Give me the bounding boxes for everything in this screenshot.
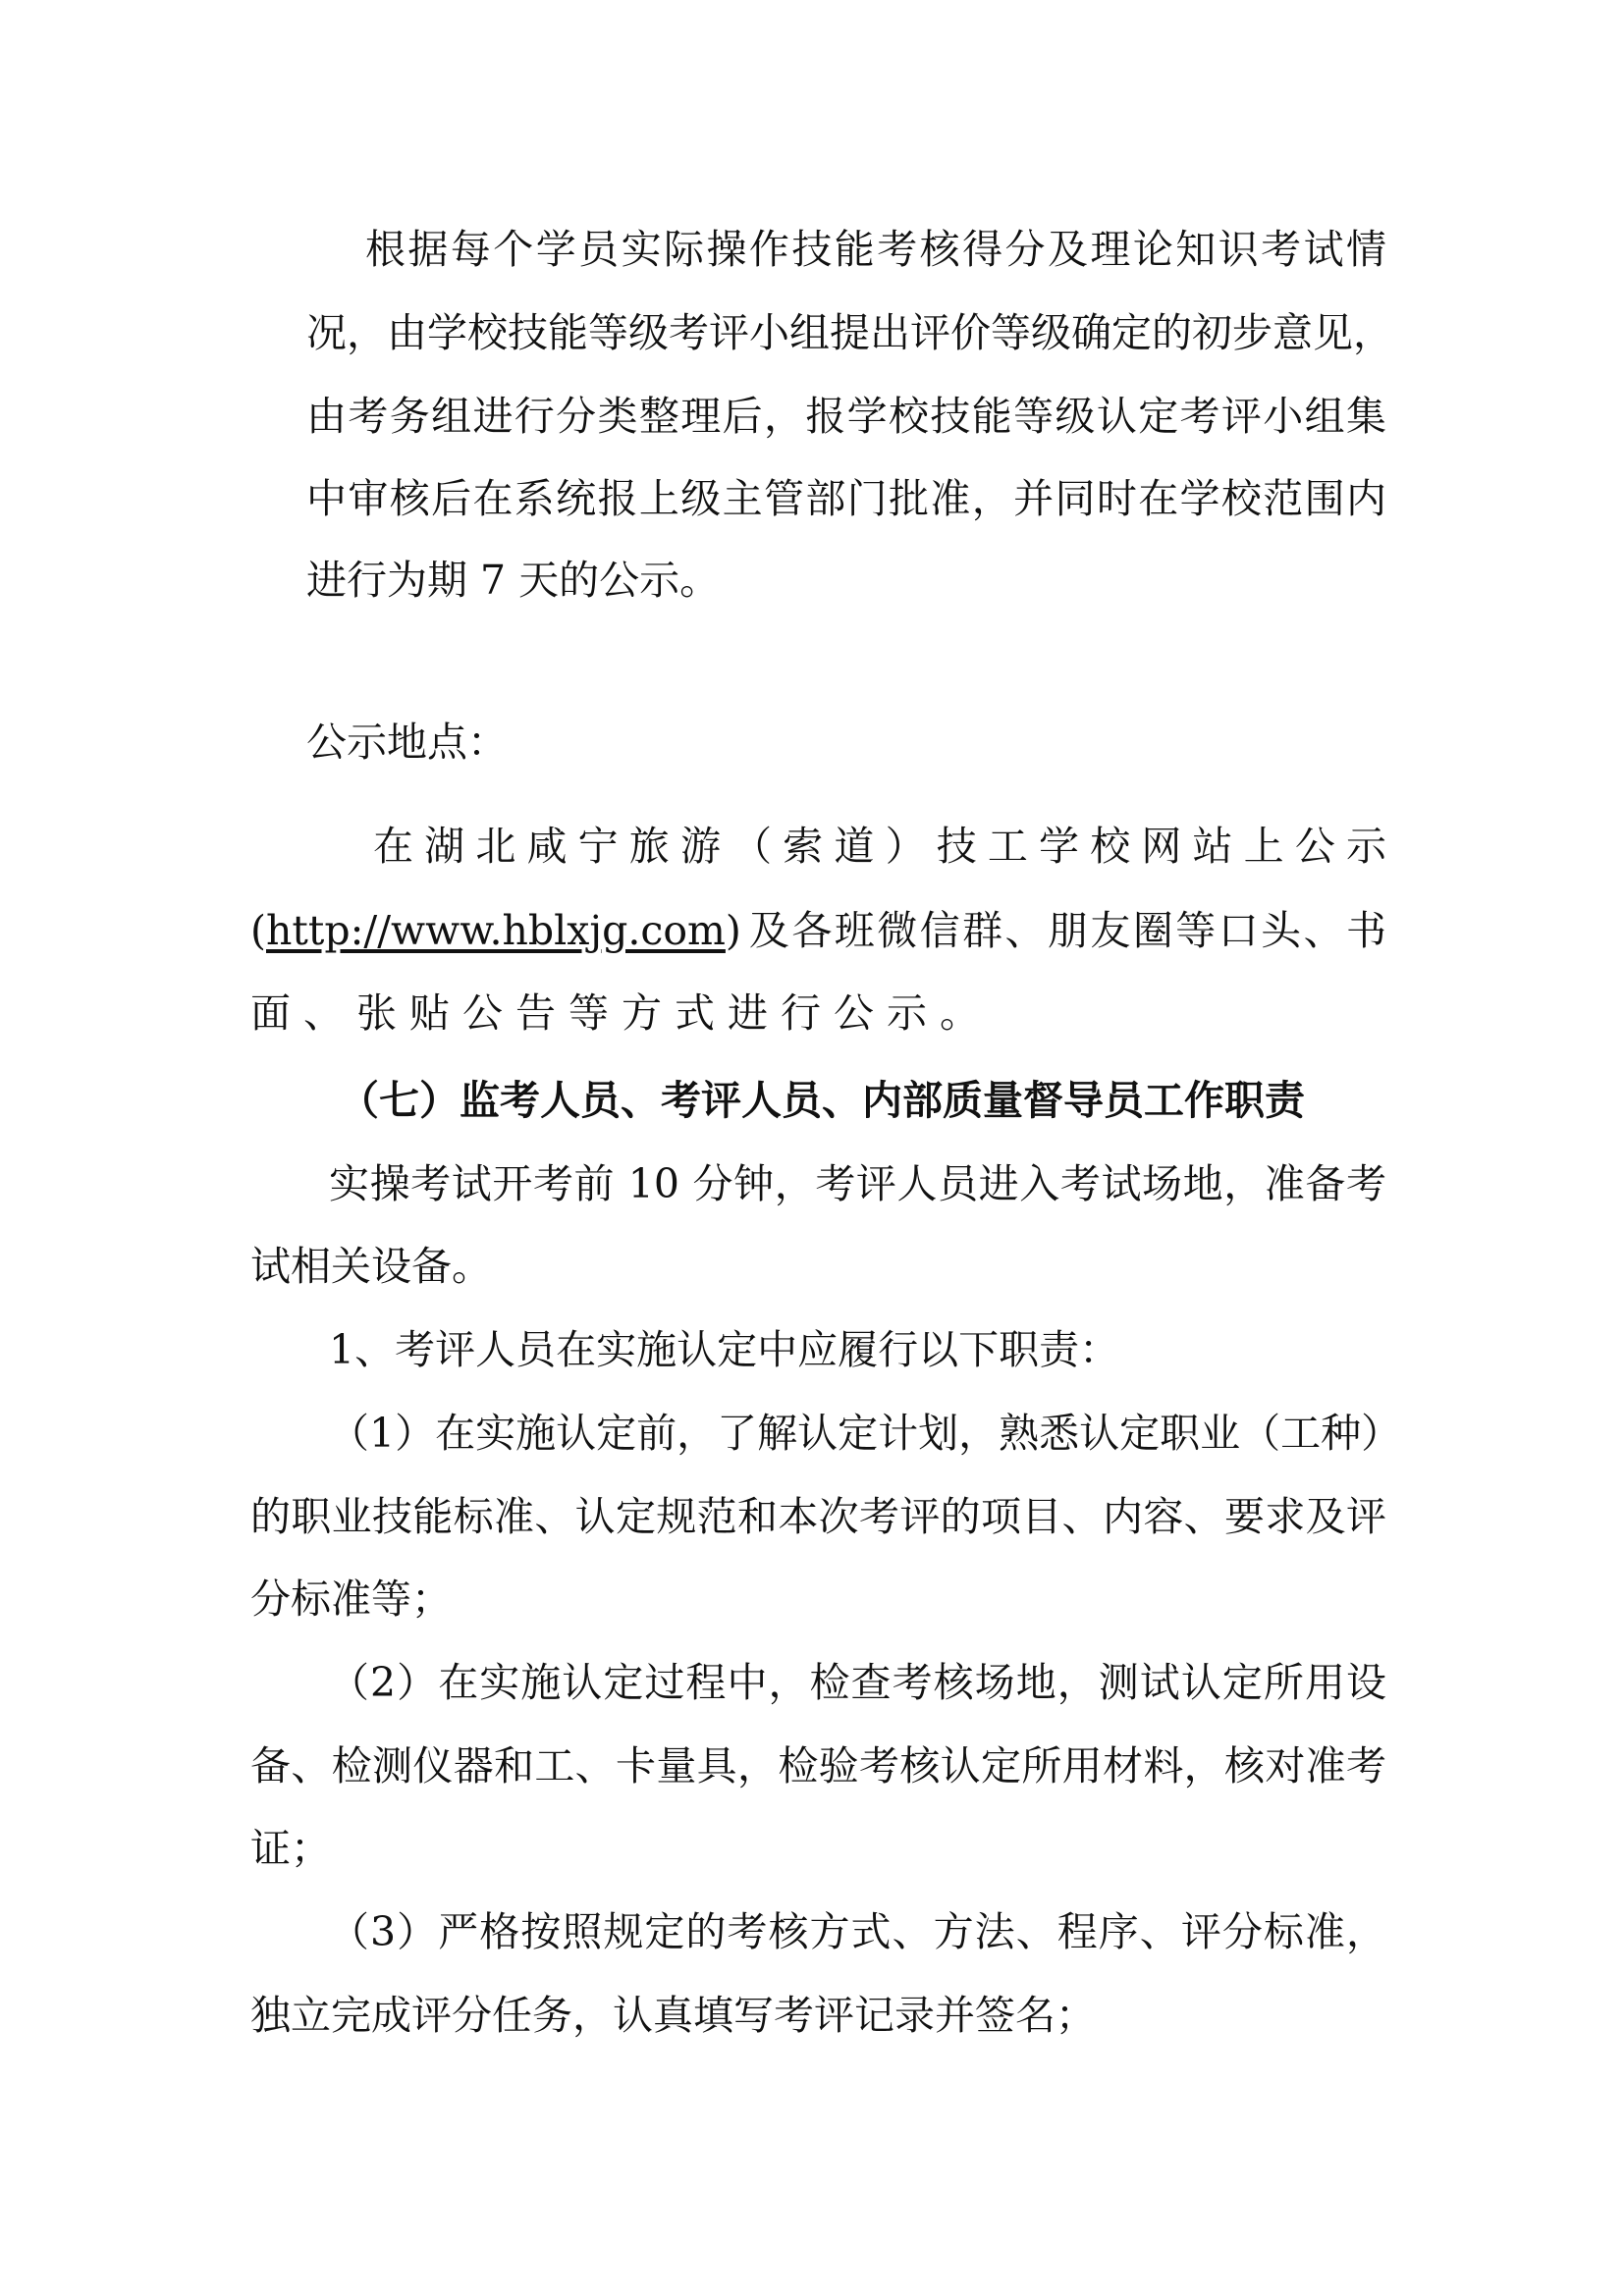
location-line-2	[250, 905, 1386, 956]
location-label: 公示地点：	[306, 719, 508, 766]
location-line-1: 在湖北咸宁旅游（索道）技工学校网站上公示	[373, 823, 1386, 870]
paragraph-result-line-3: 由考务组进行分类整理后，报学校技能等级认定考评小组集	[306, 393, 1386, 440]
url-open-paren: (	[250, 907, 266, 954]
sub-item-3-line-1: （3）严格按照规定的考核方式、方法、程序、评分标准，	[329, 1908, 1386, 1955]
paragraph-result-line-2: 况，由学校技能等级考评小组提出评价等级确定的初步意见，	[306, 309, 1393, 356]
sub-item-1-line-2: 的职业技能标准、认定规范和本次考评的项目、内容、要求及评	[250, 1493, 1386, 1540]
sub-item-1-line-1: （1）在实施认定前，了解认定计划，熟悉认定职业（工种）	[329, 1410, 1402, 1457]
item-1-heading: 1、考评人员在实施认定中应履行以下职责：	[329, 1326, 1120, 1373]
url-group	[250, 905, 741, 956]
url-close-paren: )	[725, 907, 741, 954]
intro-line-1: 实操考试开考前 10 分钟，考评人员进入考试场地，准备考	[329, 1160, 1386, 1207]
sub-item-1-line-3: 分标准等；	[250, 1575, 452, 1623]
section-heading-7: （七）监考人员、考评人员、内部质量督导员工作职责	[339, 1077, 1305, 1124]
intro-line-2: 试相关设备。	[250, 1243, 492, 1290]
paragraph-result-line-1: 根据每个学员实际操作技能考核得分及理论知识考试情	[365, 226, 1386, 273]
paragraph-result-line-5: 进行为期 7 天的公示。	[306, 557, 721, 604]
sub-item-2-line-3: 证；	[250, 1825, 331, 1872]
paragraph-result-line-4: 中审核后在系统报上级主管部门批准，并同时在学校范围内	[306, 475, 1386, 522]
sub-item-2-line-1: （2）在实施认定过程中，检查考核场地，测试认定所用设	[329, 1659, 1386, 1706]
sub-item-3-line-2: 独立完成评分任务，认真填写考评记录并签名；	[250, 1992, 1096, 2039]
location-line-3: 面、张贴公告等方式进行公示。	[250, 989, 993, 1037]
school-website-link[interactable]: http://www.hblxjg.com	[266, 907, 726, 954]
sub-item-2-line-2: 备、检测仪器和工、卡量具，检验考核认定所用材料，核对准考	[250, 1742, 1386, 1789]
location-line-2-text: 及各班微信群、朋友圈等口头、书	[748, 907, 1386, 954]
